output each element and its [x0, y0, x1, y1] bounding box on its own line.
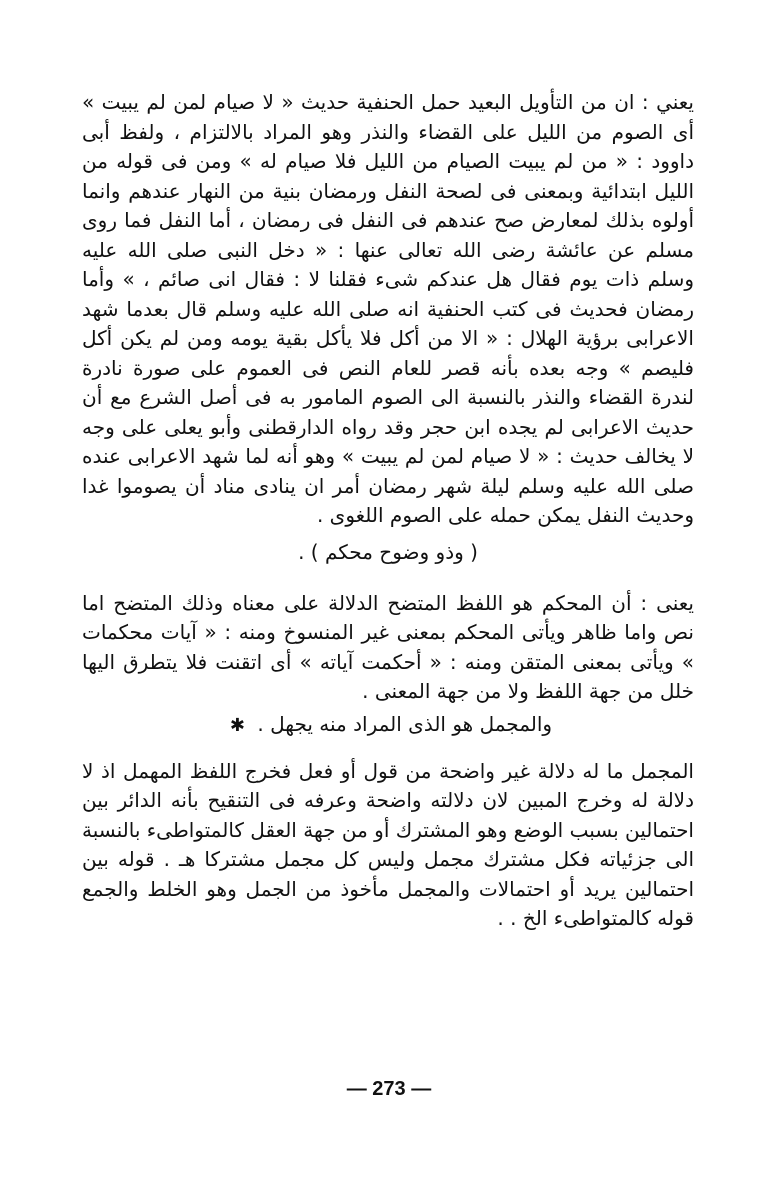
commentary-paragraph-3: المجمل ما له دلالة غير واضحة من قول أو فعل فخرج اللفظ المهمل اذ لا دلالة له وخرج المبين لان دلالته واضحة وعرفه فى التنقيح بأنه الدائر بين احتمالين بسبب الوضع وهو المشترك أو من جهة العقل كالمتواطىء بالنسبة الى جزئياته فكل مشترك مجمل وليس كل مجمل مشتركا هـ . قوله بين احتمالين يريد أو احتمالات والمجمل مأخوذ من الجمل وهو الخلط والجمع قوله كالمتواطىء الخ . .	[82, 758, 694, 930]
commentary-paragraph-2: يعنى : أن المحكم هو اللفظ المتضح الدلالة على معناه وذلك المتضح اما نص واما ظاهر ويأتى المحكم بمعنى غير المنسوخ ومنه : « آيات محكمات » ويأتى بمعنى المتقن ومنه : « أحكمت آياته » أى اتقنت فلا يتطرق اليها خلل من جهة اللفظ ولا من جهة المعنى .	[82, 590, 694, 703]
page-number: — 273 —	[346, 1078, 432, 1100]
page-body	[82, 88, 694, 934]
commentary-paragraph-1: يعني : ان من التأويل البعيد حمل الحنفية حديث « لا صيام لمن لم يبيت » أى الصوم من الليل على القضاء والنذر وهو المراد بالالتزام ، ولفظ أبى داوود : « من لم يبيت الصيام من الليل فلا صيام له » ومن فى قوله من الليل ابتدائية وبمعنى فى لصحة النفل ورمضان بنية من النهار عندهم وانما أولوه بذلك لمعارض صح عندهم فى النفل فى رمضان ، أما النفل فما روى مسلم عن عائشة رضى الله تعالى عنها : « دخل النبى صلى الله عليه وسلم ذات يوم فقال هل عندكم شىء فقلنا لا : فقال انى صائم ، » وأما رمضان فحديث فى كتب الحنفية انه صلى الله عليه وسلم قال بعدما شهد الاعرابى برؤية الهلال : « الا من أكل فلا يأكل بقية يومه ومن لم يكن أكل فليصم » وجه بعده بأنه قصر للعام النص فى العموم على صورة نادرة لندرة القضاء والنذر بالنسبة الى الصوم المامور به فى أصل الشرع مع أن حديث الاعرابى لم يجده ابن حجر وقد رواه الدارقطنى وأبو يعلى على وجه لا يخالف حديث : « لا صيام لمن لم يبيت » وهو أنه لما شهد الاعرابى عنده صلى الله عليه وسلم ليلة شهر رمضان أمر ان ينادى مناد أن يصوموا غدا وحديث النفل يمكن حمله على الصوم اللغوى .	[82, 90, 694, 527]
asterisk-icon: ✱	[229, 714, 246, 736]
verse-line-mujmal	[82, 709, 694, 741]
verse-line-muhkam: ( وذو وضوح محكم ) .	[298, 539, 478, 564]
verse-line-mujmal-text: والمجمل هو الذى المراد منه يجهل .	[257, 711, 553, 736]
